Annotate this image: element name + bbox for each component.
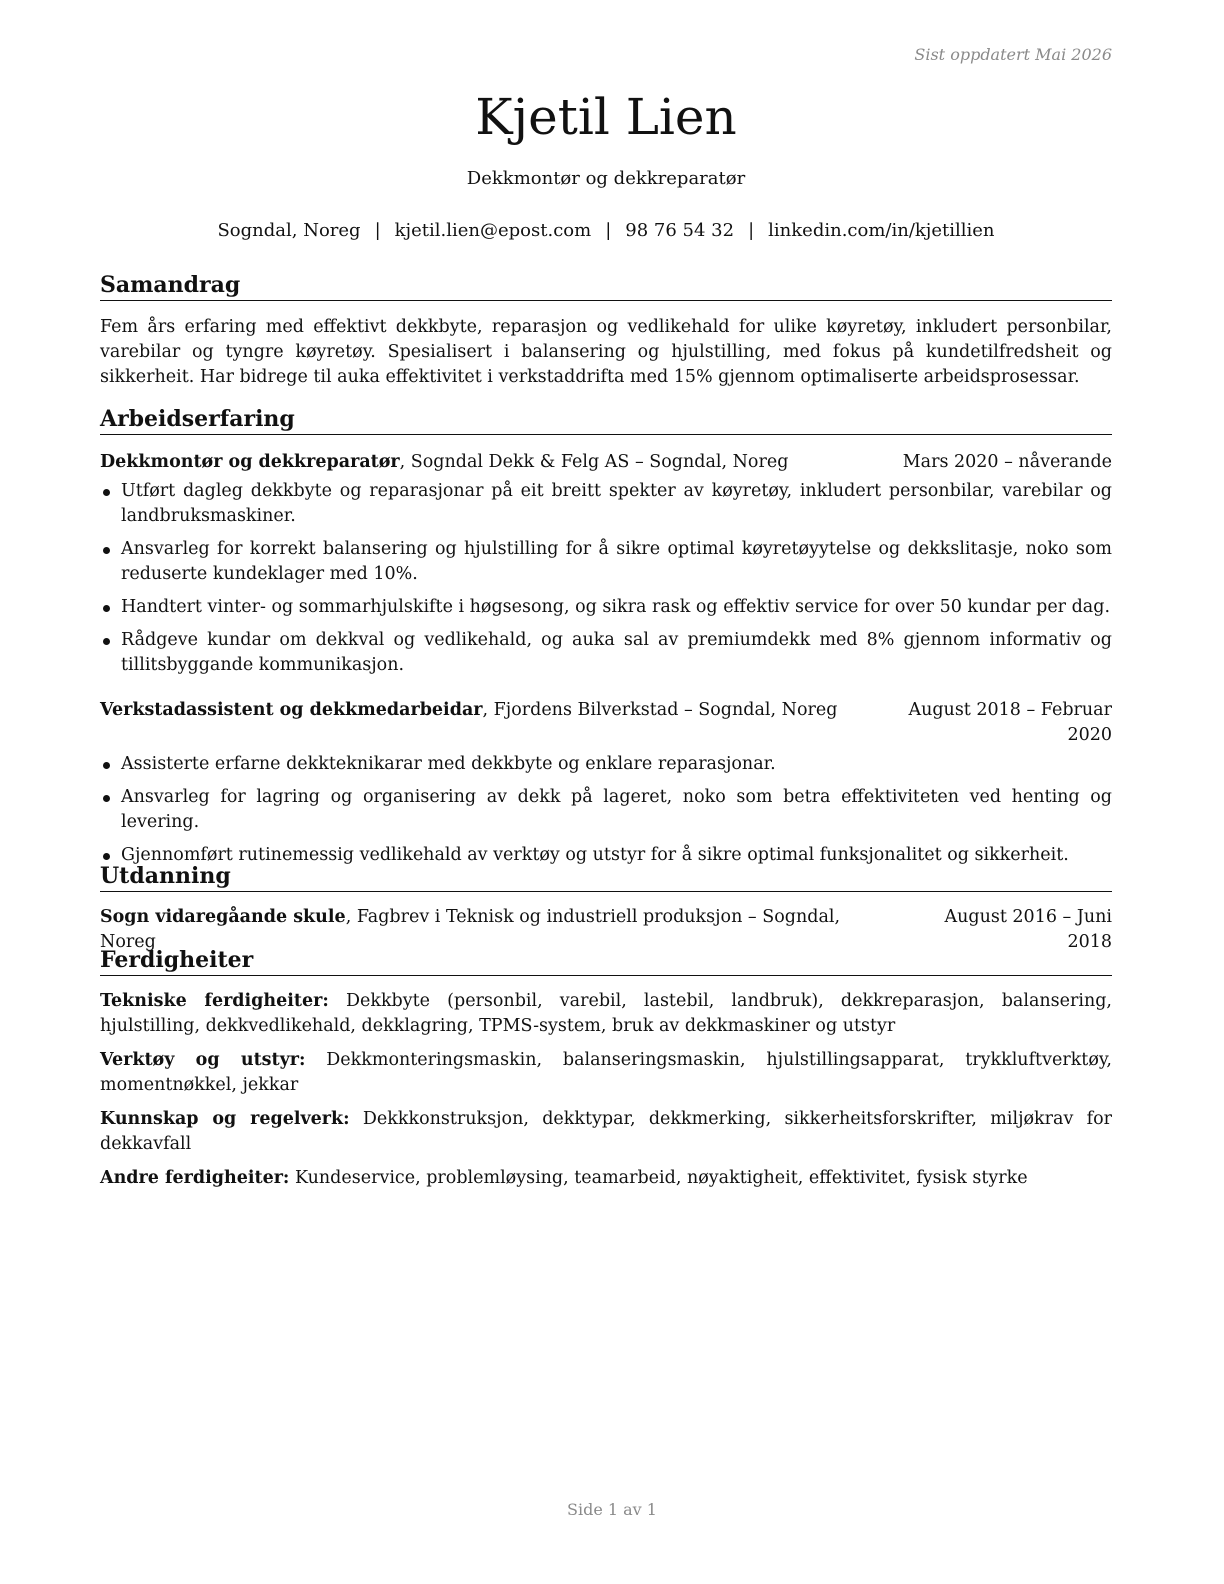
skill-key: Tekniske ferdigheiter:: [100, 991, 329, 1011]
education-dates: August 2016 – Juni 2018: [944, 907, 1112, 952]
bullet-item: [100, 479, 1112, 529]
skill-value: Dekkbyte (personbil, varebil, lastebil, landbruk), dekkreparasjon, balansering, hjulstilling, dekkvedlikehald, dekklagring, TPMS-system, bruk av dekkmaskiner og utstyr: [100, 991, 1112, 1036]
last-updated: Sist oppdatert Mai 2026: [914, 45, 1112, 64]
bullet-dot-icon: [103, 762, 110, 769]
summary-text: Fem års erfaring med effektivt dekkbyte, reparasjon og vedlikehald for ulike køyretøy, inkludert personbilar, varebilar og tyngre køyretøy. Spesialisert i balansering og hjulstilling, med fokus på kundetilfredsheit og sikkerheit. Har bidrege til auka effektivitet i verkstaddrifta med 15% gjennom optimaliserte arbeidsprosessar.: [100, 317, 1112, 387]
skill-value: Kundeservice, problemløysing, teamarbeid, nøyaktigheit, effektivitet, fysisk styrke: [289, 1168, 1028, 1188]
page-number: Side 1 av 1: [567, 1500, 657, 1519]
job-entry: [100, 698, 1112, 868]
bullet-item: [100, 628, 1112, 678]
bullet-text: Assisterte erfarne dekkteknikarar med dekkbyte og enklare reparasjonar.: [121, 754, 776, 774]
bullet-text: Gjennomført rutinemessig vedlikehald av verktøy og utstyr for å sikre optimal funksjonalitet og sikkerheit.: [121, 845, 1069, 865]
job-header: [100, 450, 1112, 475]
skill-key: Andre ferdigheiter:: [100, 1168, 290, 1188]
bullet-dot-icon: [103, 547, 110, 554]
section-title: Samandrag: [100, 271, 1112, 301]
section-title: Ferdigheiter: [100, 946, 1112, 976]
candidate-name: Kjetil Lien: [475, 88, 737, 146]
job-dates: August 2018 – Februar 2020: [908, 700, 1112, 745]
job-title: Dekkmontør og dekkreparatør: [466, 168, 746, 189]
skill-row: [100, 1107, 1112, 1157]
bullet-dot-icon: [103, 853, 110, 860]
job-entry: [100, 450, 1112, 678]
bullet-dot-icon: [103, 489, 110, 496]
bullet-dot-icon: [103, 638, 110, 645]
job-employer: , Fjordens Bilverkstad – Sogndal, Noreg: [482, 700, 838, 720]
skill-row: [100, 989, 1112, 1039]
bullet-text: Ansvarleg for lagring og organisering av dekk på lageret, noko som betra effektiviteten ved henting og levering.: [121, 787, 1112, 832]
bullet-item: [100, 785, 1112, 835]
skills-list: [100, 989, 1112, 1191]
contact-separator: |: [374, 220, 381, 241]
school-name: Sogn vidaregåande skule: [100, 907, 346, 927]
skill-row: [100, 1048, 1112, 1098]
section-title: Arbeidserfaring: [100, 405, 1112, 435]
summary-section: [100, 271, 1112, 390]
contact-phone: 98 76 54 32: [625, 220, 735, 241]
bullet-text: Utført dagleg dekkbyte og reparasjonar på eit breitt spekter av køyretøy, inkludert personbilar, varebilar og landbruksmaskiner.: [121, 481, 1112, 526]
contact-separator: |: [605, 220, 612, 241]
job-employer: , Sogndal Dekk & Felg AS – Sogndal, Noreg: [399, 452, 789, 472]
bullet-dot-icon: [103, 795, 110, 802]
resume-page: [100, 0, 1112, 1584]
skills-section: [100, 946, 1112, 1200]
contact-line: [100, 219, 1112, 243]
bullet-text: Ansvarleg for korrekt balansering og hjulstilling for å sikre optimal køyretøyytelse og dekkslitasje, noko som reduserte kundeklager med 10%.: [121, 539, 1112, 584]
job-role: Dekkmontør og dekkreparatør: [100, 452, 400, 472]
bullet-dot-icon: [103, 605, 110, 612]
contact-email[interactable]: kjetil.lien@epost.com: [394, 220, 592, 241]
skill-value: Dekkmonteringsmaskin, balanseringsmaskin, hjulstillingsapparat, trykkluftverktøy, momentnøkkel, jekkar: [100, 1050, 1112, 1095]
education-section: [100, 862, 1112, 955]
skill-value: Dekkkonstruksjon, dekktypar, dekkmerking, sikkerheitsforskrifter, miljøkrav for dekkavfall: [100, 1109, 1112, 1154]
bullet-item: [100, 537, 1112, 587]
job-dates: Mars 2020 – nåverande: [902, 452, 1112, 472]
bullet-text: Rådgeve kundar om dekkval og vedlikehald, og auka sal av premiumdekk med 8% gjennom informativ og tillitsbyggande kommunikasjon.: [121, 630, 1112, 675]
job-header: [100, 698, 1112, 748]
experience-section: [100, 405, 1112, 876]
job-role: Verkstadassistent og dekkmedarbeidar: [100, 700, 483, 720]
contact-linkedin[interactable]: linkedin.com/in/kjetillien: [768, 220, 995, 241]
skill-key: Kunnskap og regelverk:: [100, 1109, 350, 1129]
skill-key: Verktøy og utstyr:: [100, 1050, 306, 1070]
job-bullets: [100, 752, 1112, 868]
contact-location: Sogndal, Noreg: [217, 220, 361, 241]
job-bullets: [100, 479, 1112, 678]
section-title: Utdanning: [100, 862, 1112, 892]
education-degree: , Fagbrev i Teknisk og industriell produksjon – Sogndal, Noreg: [100, 907, 841, 952]
skill-row: [100, 1166, 1112, 1191]
bullet-item: [100, 595, 1112, 620]
bullet-item: [100, 752, 1112, 777]
bullet-text: Handtert vinter- og sommarhjulskifte i høgsesong, og sikra rask og effektiv service for over 50 kundar per dag.: [121, 597, 1111, 617]
contact-separator: |: [748, 220, 755, 241]
